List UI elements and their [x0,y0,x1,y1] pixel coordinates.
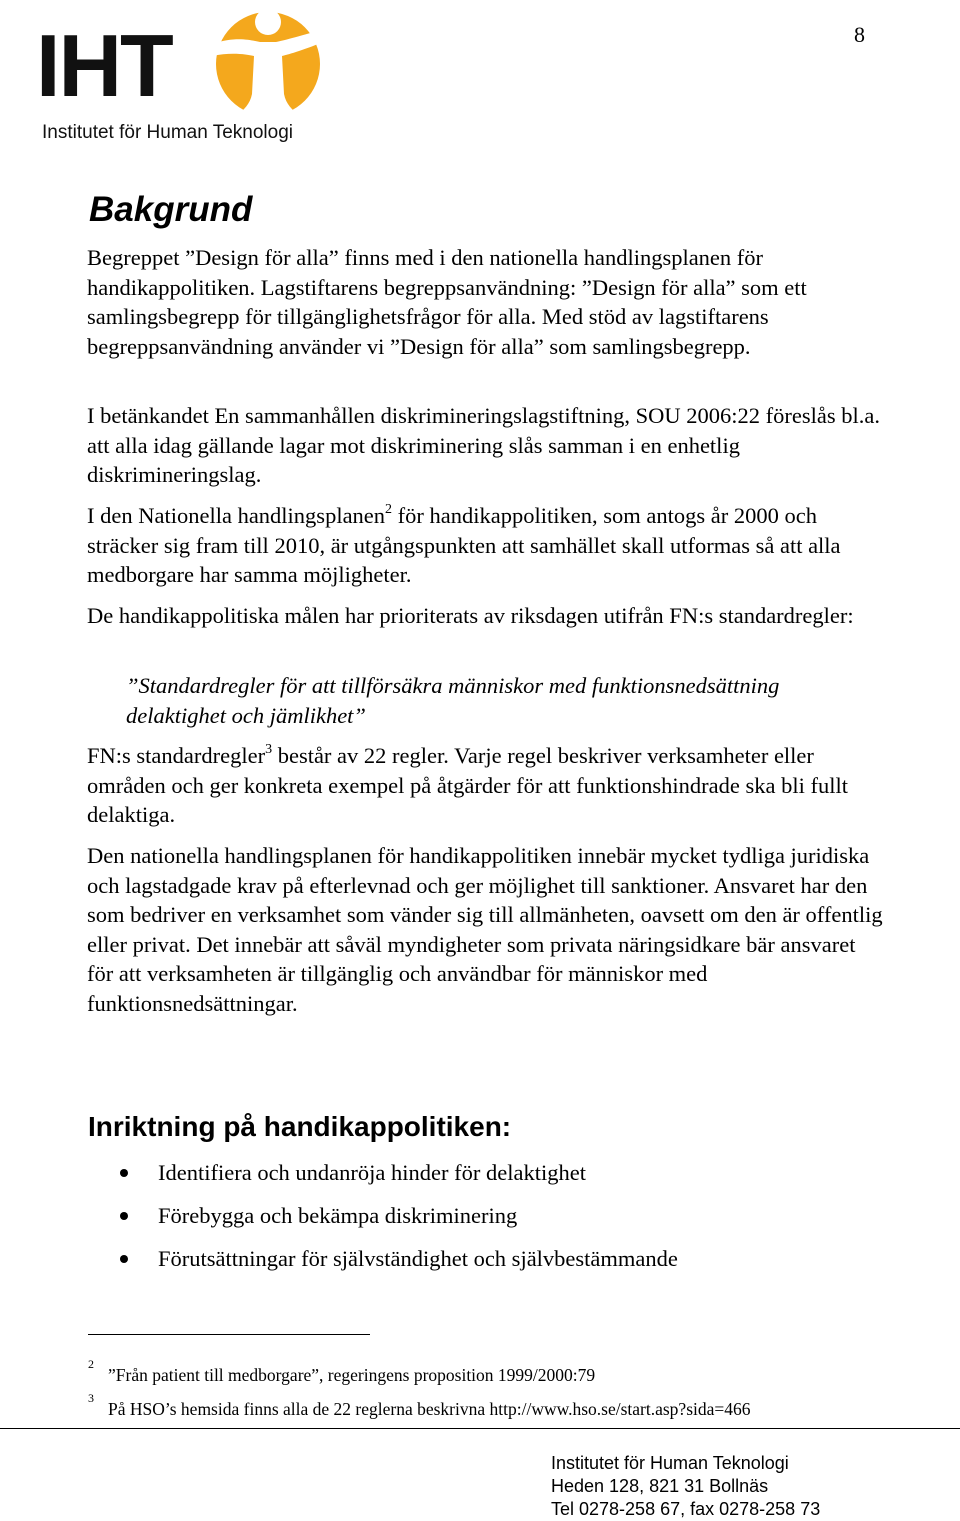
bullet-icon [120,1169,128,1177]
footer [551,1452,820,1521]
paragraph-design-for-all: Begreppet ”Design för alla” finns med i den nationella handlingsplanen för handikappolitiken. Lagstiftarens begreppsanvändning: ”Design för alla” som ett samlingsbegrepp för tillgänglighetsfrågor för alla. Med stöd av lagstiftarens begreppsanvändning använder vi ”Design för alla” som samlingsbegrepp. [87,245,807,359]
logo-letters: IHT [36,16,172,115]
person-figure-icon [208,6,338,118]
quote-standard-rules: ”Standardregler för att tillförsäkra människor med funktionsnedsättning delaktighet och jämlikhet” [126,673,780,728]
iht-logo [36,6,336,148]
page-number: 8 [854,22,865,47]
paragraph-national-plan: I den Nationella handlingsplanen$^2$ för handikappolitiken, som antogs år 2000 och sträcker sig fram till 2010, är utgångspunkten att samhället skall utformas så att alla medborgare har samma möjligheter. [87,501,841,587]
paragraph-legal-requirements: Den nationella handlingsplanen för handikappolitiken innebär mycket tydliga juridiska och lagstadgade krav på efterlevnad och ger möjlighet till sanktioner. Ansvaret har den som bedriver en verksamhet som vänder sig till allmänheten, oavsett om den är offentlig eller privat. Det innebär att såväl myndigheter som privata näringsidkare bär ansvaret för att verksamheten är tillgänglig och användbar för människor med funktionsnedsättningar. [87,843,883,1016]
focus-title: Inriktning på handikappolitiken: [88,1111,512,1142]
list-item: Förutsättningar för självständighet och självbestämmande [120,1244,678,1287]
footer-org: Institutet för Human Teknologi [551,1453,789,1473]
paragraph-sou: I betänkandet En sammanhållen diskrimineringslagstiftning, SOU 2006:22 föreslås bl.a. att alla idag gällande lagar mot diskriminering slås samman i en enhetlig diskrimineringslag. [87,403,880,487]
list-item: Identifiera och undanröja hinder för delaktighet [120,1158,678,1201]
paragraph-goals: De handikappolitiska målen har prioriterats av riksdagen utifrån FN:s standardregler: [87,603,854,628]
footer-address: Heden 128, 821 31 Bollnäs [551,1476,769,1496]
footnote-ref-3: 3 [265,741,273,757]
paragraph-standard-rules: FN:s standardregler$^3$ består av 22 regler. Varje regel beskriver verksamheter eller områden och ger konkreta exempel på åtgärder för att funktionshindrade ska bli fullt delaktiga. [87,741,848,827]
footer-contact: Tel 0278-258 67, fax 0278-258 73 [551,1499,821,1519]
bullet-icon [120,1212,128,1220]
footnote-3: $^3$På HSO’s hemsida finns alla de 22 reglerna beskrivna http://www.hso.se/start.asp?sida=466 [88,1391,751,1419]
footnote-ref-2: 2 [385,501,393,517]
list-item: Förebygga och bekämpa diskriminering [120,1201,678,1244]
logo-subtitle: Institutet för Human Teknologi [42,122,294,143]
footnote-divider [88,1334,370,1335]
footnote-2: $^2$”Från patient till medborgare”, regeringens proposition 1999/2000:79 [88,1357,596,1385]
section-title: Bakgrund [89,190,253,229]
footer-divider [0,1428,960,1429]
bullet-icon [120,1255,128,1263]
focus-list [120,1158,678,1287]
